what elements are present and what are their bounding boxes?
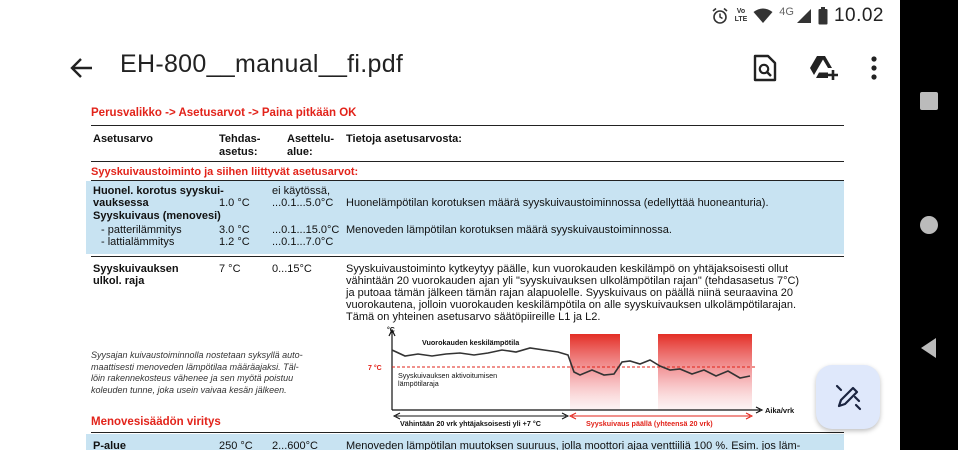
section-heading-autumn-drying: Syyskuivaustoiminto ja siihen liittyvät asetusarvot:	[91, 166, 359, 178]
add-to-drive-icon[interactable]	[808, 55, 838, 81]
header-setting: Asetusarvo	[93, 133, 153, 145]
back-button[interactable]	[916, 335, 942, 361]
more-vert-icon[interactable]	[866, 55, 882, 81]
alarm-icon	[711, 7, 729, 25]
back-triangle-icon	[916, 335, 942, 361]
network-type: 4G	[779, 6, 794, 18]
find-in-page-icon[interactable]	[752, 54, 778, 82]
row1-description: Huonelämpötilan korotuksen määrä syyskuivaustoiminnossa (edellyttää huoneanturia).	[346, 197, 769, 209]
series-label: Vuorokauden keskilämpötila	[422, 338, 520, 347]
threshold-label: 7 °C	[368, 365, 382, 372]
y-axis	[389, 330, 395, 410]
row4-name: P-alue	[93, 440, 127, 450]
signal-icon	[796, 8, 812, 24]
divider	[91, 256, 844, 257]
pdf-page[interactable]	[0, 100, 900, 450]
period-drying-label: Syyskuivaus päällä (yhteensä 20 vrk)	[586, 419, 713, 428]
row1-name: Huonel. korotus syyskui- vauksessa	[93, 185, 224, 209]
edit-pen-icon	[834, 383, 862, 411]
row3-description: Syyskuivaustoiminto kytkeytyy päälle, kun vuorokauden keskilämpö on yhtäjaksoisesti ollut vähintään 20 vuorokauden ajan yli "syyskuivauksen ulkolämpötilan rajan" (tehdasasetus 7°C) ja putoaa tämän jälkeen tämän rajan alapuolelle. Syyskuivaus on päällä niinä seuraavina 20 vuorokautena, jolloin vuorokauden keskilämpötila on alle syyskuivauksen ulkolämpötilarajan. Tämä on yhteinen asetusarvo säätöpiireille L1 ja L2.	[346, 263, 800, 323]
row3-name: Syyskuivauksen ulkol. raja	[93, 263, 179, 287]
header-info: Tietoja asetusarvosta:	[346, 133, 462, 145]
row4-range: 2...600°C	[272, 440, 318, 450]
volte-icon: Vo LTE	[734, 8, 748, 23]
side-note: Syysajan kuivaustoiminnolla nostetaan syksyllä auto- maattisesti menoveden lämpötilaa määräajaksi. Täl- löin rakennekosteus vähenee ja sen myötä poistuu koleuden tunne, joka usein vaivaa kesän jälkeen.	[91, 350, 303, 395]
drying-period-2	[658, 334, 752, 410]
back-arrow-icon[interactable]	[68, 54, 96, 82]
limit-label-line2: lämpötilaraja	[398, 379, 439, 388]
status-bar	[0, 0, 900, 32]
header-factory-setting: Tehdas- asetus:	[219, 133, 261, 158]
row2-description: Menoveden lämpötilan korotuksen määrä syyskuivaustoiminnossa.	[346, 224, 672, 236]
edit-fab-button[interactable]	[816, 365, 880, 429]
row4-description: Menoveden lämpötilan muutoksen suuruus, jolla moottori ajaa venttiiliä 100 %. Esim. jos läm-	[346, 440, 801, 450]
divider	[91, 125, 844, 126]
row2-sub1-factory: 3.0 °C	[219, 224, 250, 236]
recents-button[interactable]	[916, 88, 942, 114]
x-axis-label: Aika/vrk	[765, 406, 795, 415]
divider	[91, 432, 844, 433]
battery-icon	[818, 7, 828, 25]
row1-factory: 1.0 °C	[219, 197, 250, 209]
system-navigation-bar	[900, 0, 958, 450]
row1-range: ei käytössä, ...0.1...5.0°C	[272, 185, 334, 209]
home-button[interactable]	[916, 212, 942, 238]
autumn-drying-chart	[360, 326, 800, 428]
header-range: Asettelu- alue:	[287, 133, 335, 158]
limit-label-line1: Syyskuivauksen aktivoitumisen	[398, 371, 498, 380]
row2-sub2-name: - lattialämmitys	[101, 236, 175, 248]
breadcrumb: Perusvalikko -> Asetusarvot -> Paina pitkään OK	[91, 107, 357, 119]
section-heading-flow-control: Menovesisäädön viritys	[91, 416, 221, 428]
row3-factory: 7 °C	[219, 263, 241, 275]
period-before-label: Vähintään 20 vrk yhtäjaksoisesti yli +7 °C	[400, 419, 541, 428]
row2-name: Syyskuivaus (menovesi)	[93, 210, 221, 222]
row4-factory: 250 °C	[219, 440, 253, 450]
row3-range: 0...15°C	[272, 263, 312, 275]
y-axis-unit: °C	[387, 327, 395, 334]
row2-sub2-range: ...0.1...7.0°C	[272, 236, 334, 248]
row2-sub1-range: ...0.1...15.0°C	[272, 224, 340, 236]
wifi-icon	[753, 8, 773, 24]
row2-sub1-name: - patterilämmitys	[101, 224, 182, 236]
document-title: EH-800__manual__fi.pdf	[120, 50, 404, 78]
divider	[91, 161, 844, 162]
status-time: 10.02	[833, 5, 884, 26]
row2-sub2-factory: 1.2 °C	[219, 236, 250, 248]
app-bar	[0, 38, 900, 98]
